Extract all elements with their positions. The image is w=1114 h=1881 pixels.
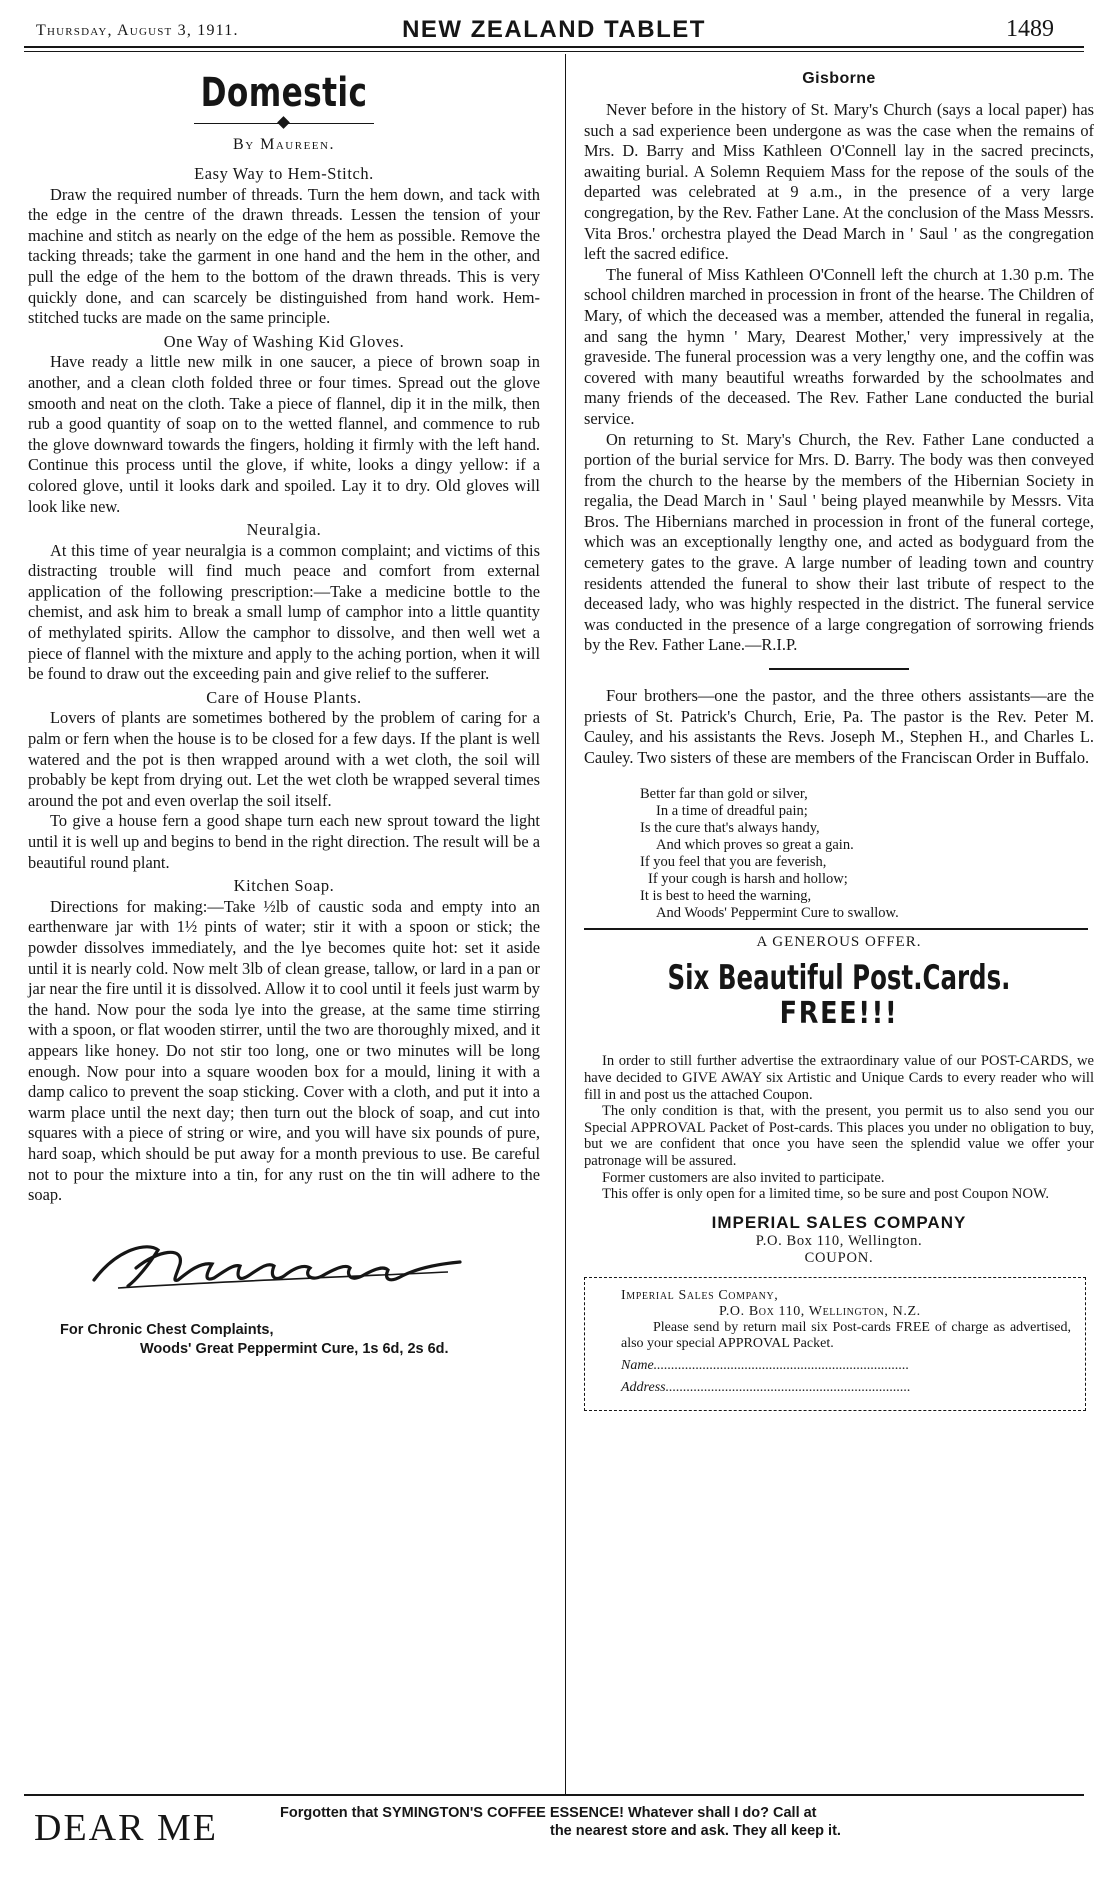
poem-line: And which proves so great a gain. <box>656 837 854 854</box>
news-column <box>584 70 1094 1411</box>
ad-line: For Chronic Chest Complaints, <box>60 1321 274 1338</box>
byline: By Maureen. <box>233 136 335 153</box>
offer-heading: A GENEROUS OFFER. <box>756 934 922 951</box>
offer-title: Six Beautiful Post.Cards. <box>667 958 1011 999</box>
coupon-line: P.O. Box 110, Wellington, N.Z. <box>719 1303 921 1319</box>
poem-line: In a time of dreadful pain; <box>656 803 808 820</box>
poem <box>640 786 1094 922</box>
article-paragraph: Draw the required number of threads. Turn the hem down, and tack with the edge in the centre of the drawn threads. Lessen the tension of your machine and stitch as nearly on the edge of the hem as possible. Remove the tacking threads; take the garment in one hand and the hem in the other, and pull the edge of the hem to the bottom of the drawn threads. This is very quickly done, and can scarcely be distinguished from hand work. Hem-stitched tucks are made on the same principle. <box>28 184 540 328</box>
header-rule <box>24 46 1084 48</box>
article-paragraph: At this time of year neuralgia is a common complaint; and victims of this distracting trouble will find much peace and comfort from external application of the following prescription:—Take a medicine bottle to the chemist, and ask him to break a small lump of camphor into a little quantity of methylated spirits. Allow the camphor to dissolve, and then well wet a piece of flannel with the mixture and apply to the aching portion, when it will be found to draw out the exceeding pain and give relief to the sufferer. <box>28 540 540 684</box>
coupon-request: Please send by return mail six Post-cards FREE of charge as advertised, also your special APPROVAL Packet. <box>621 1319 1071 1351</box>
advertisement-chest-cure <box>28 1321 540 1359</box>
masthead: NEW ZEALAND TABLET <box>402 16 706 43</box>
poem-line: And Woods' Peppermint Cure to swallow. <box>656 905 899 922</box>
section-heading: Care of House Plants. <box>206 687 362 707</box>
coupon-address-field[interactable]: Address...................................................................... <box>621 1379 911 1395</box>
header-rule-thin <box>24 51 1084 52</box>
poem-line: If your cough is harsh and hollow; <box>648 871 848 888</box>
poem-line: Better far than gold or silver, <box>640 786 808 803</box>
footer-line: the nearest store and ask. They all keep it. <box>550 1823 841 1839</box>
ornament-rule <box>194 116 374 130</box>
article-paragraph: Lovers of plants are sometimes bothered by the problem of caring for a palm or fern when the house is to be closed for a few days. If the plant is well watered and the pot is then wrapped around with a wet cloth, the soil will probably be kept from drying out. Let the wet cloth be wrapped several times around the pot and even overlap the soil itself. <box>28 708 540 810</box>
page-number: 1489 <box>1006 16 1054 42</box>
footer-advertisement <box>280 1804 1070 1840</box>
section-heading: Gisborne <box>802 70 876 87</box>
article-paragraph: The funeral of Miss Kathleen O'Connell left the church at 1.30 p.m. The school children marched in procession in front of the hearse. The Children of Mary, of which the deceased was a member, attended the funeral in regalia, and sang the hymn ' Mary, Dearest Mother,' very impressively at the graveside. The funeral procession was a very lengthy one, and the coffin was covered with many beautiful wreaths forwarded by the schoolmates and many friends of the deceased. The Rev. Father Lane conducted the burial service. <box>584 264 1094 428</box>
issue-date: Thursday, August 3, 1911. <box>36 22 239 39</box>
offer-paragraph: Former customers are also invited to participate. <box>602 1169 885 1186</box>
maureen-signature <box>88 1228 468 1298</box>
column-title: Domestic <box>200 70 368 116</box>
offer-paragraph: This offer is only open for a limited time, so be sure and post Coupon NOW. <box>602 1186 1050 1203</box>
offer-paragraph: The only condition is that, with the present, you permit us to also send you our Special APPROVAL Packet of Post-cards. This places you under no obligation to buy, but we are confident that once you have seen the splendid value we offer your patronage will be assured. <box>584 1103 1094 1169</box>
article-paragraph: On returning to St. Mary's Church, the Rev. Father Lane conducted a portion of the burial service for Mrs. D. Barry. The body was then conveyed from the church to the hearse by the members of the Hibernian Society in regalia, the Dead March in ' Saul ' being played meanwhile by Messrs. Vita Bros. The Hibernians marched in procession in front of the funeral cortege, which was an exceptionally lengthy one, and acted as bodyguard from the cemetery gates to the grave. A large number of leading town and country residents attended the funeral to show their last tribute of respect to the deceased lady, who was highly respected in the district. The funeral service was conducted in the presence of a large congregation of sorrowing friends by the Rev. Father Lane.—R.I.P. <box>584 429 1094 655</box>
article-paragraph: Directions for making:—Take ½lb of caustic soda and empty into an earthenware jar with 1½ pints of water; stir it with a spoon or stick; the powder dissolves immediately, and the lye becomes quite hot: set it aside until it is nearly cold. Now melt 3lb of clean grease, tallow, or lard in a pan or jar near the fire until it is dissolved. Allow it to cool until it feels just warm by the hand. Now pour the soda lye into the grease, at the same time stirring with a spoon, or flat wooden stirrer, until the two are thoroughly mixed, and it appears like honey. Do not stir too long, one or two minutes will be long enough. Now pour into a square wooden box for a mould, lining it with a damp calico to prevent the soap sticking. Cover with a cloth, and put it into a warm place until the next day; then turn out the block of soap, and cut into squares with a piece of string or wire, and you will have six pounds of pure, hard soap, which should be put away for a month previous to use. Be careful not to pour the mixture into a tin, for any rust on the tin will adhere to the soap. <box>28 896 540 1205</box>
section-heading: Kitchen Soap. <box>233 876 335 896</box>
footer-rule <box>24 1794 1084 1796</box>
article-paragraph: Four brothers—one the pastor, and the three others assistants—are the priests of St. Patrick's Church, Erie, Pa. The pastor is the Rev. Peter M. Cauley, and his assistants the Revs. Joseph M., Stephen H., and Charles L. Cauley. Two sisters of these are members of the Franciscan Order in Buffalo. <box>584 686 1094 767</box>
poem-line: It is best to heed the warning, <box>640 888 812 905</box>
coupon-label: COUPON. <box>804 1249 874 1266</box>
coupon-form[interactable] <box>584 1277 1086 1411</box>
column-divider <box>565 54 566 1794</box>
divider <box>769 668 909 670</box>
diamond-ornament-icon <box>277 116 290 129</box>
company-name: IMPERIAL SALES COMPANY <box>711 1212 967 1232</box>
section-heading: Easy Way to Hem-Stitch. <box>194 164 374 183</box>
domestic-column <box>28 64 540 1359</box>
offer-free: FREE!!! <box>779 996 899 1032</box>
company-address: P.O. Box 110, Wellington. <box>755 1232 923 1249</box>
section-heading: Neuralgia. <box>246 520 322 540</box>
divider <box>584 928 1088 930</box>
poem-line: If you feel that you are feverish, <box>640 854 827 871</box>
footer-dear-me: DEAR ME <box>34 1807 218 1849</box>
article-paragraph: Never before in the history of St. Mary's Church (says a local paper) has such a sad experience been undergone as was the case when the remains of Mrs. D. Barry and Miss Kathleen O'Connell lay in the sacred precincts, awaiting burial. A Solemn Requiem Mass for the repose of the souls of the departed was celebrated at 9 a.m., in the presence of a very large congregation, by the Rev. Father Lane. At the conclusion of the Mass Messrs. Vita Bros.' orchestra played the Dead March in ' Saul ' as the congregation left the sacred edifice. <box>584 100 1094 264</box>
footer-line: Forgotten that SYMINGTON'S COFFEE ESSENCE! Whatever shall I do? Call at <box>280 1805 817 1821</box>
postcard-offer-advertisement <box>584 934 1094 1410</box>
coupon-line: Imperial Sales Company, <box>621 1287 779 1303</box>
section-heading: One Way of Washing Kid Gloves. <box>163 331 405 351</box>
ad-line: Woods' Great Peppermint Cure, 1s 6d, 2s 6d. <box>140 1340 449 1357</box>
page-header <box>24 14 1084 44</box>
article-paragraph: Have ready a little new milk in one saucer, a piece of brown soap in another, and a clean cloth folded three or four times. Spread out the glove smooth and neat on the cloth. Take a piece of flannel, dip it in the milk, then rub a good quantity of soap on to the wetted flannel, and commence to rub the glove downward towards the fingers, holding it firmly with the left hand. Continue this process until the glove, if white, looks a dingy yellow: if a colored glove, until it looks dark and spoiled. Lay it to dry. Old gloves will look like new. <box>28 352 540 516</box>
offer-paragraph: In order to still further advertise the extraordinary value of our POST-CARDS, we have decided to GIVE AWAY six Artistic and Unique Cards to every reader who will fill in and post us the attached Coupon. <box>584 1053 1094 1103</box>
poem-line: Is the cure that's always handy, <box>640 820 820 837</box>
article-paragraph: To give a house fern a good shape turn each new sprout toward the light until it is well up and begins to bend in the right direction. The result will be a beautiful round plant. <box>28 811 540 872</box>
coupon-name-field[interactable]: Name......................................................................... <box>621 1357 910 1373</box>
